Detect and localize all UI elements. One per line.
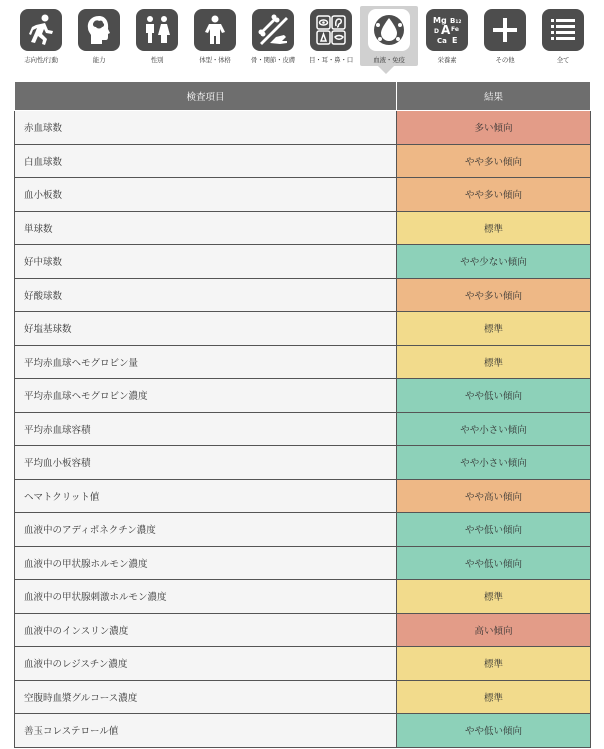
- table-row: [15, 245, 591, 279]
- table-row: [15, 479, 591, 513]
- table-row: [15, 546, 591, 580]
- nutrient-glyph-ca: Ca: [437, 37, 447, 45]
- man-woman-icon: [136, 9, 178, 51]
- tab-label: 全て: [556, 56, 570, 64]
- test-item-name: ヘマトクリット値: [15, 479, 397, 513]
- table-row: [15, 613, 591, 647]
- table-row: [15, 312, 591, 346]
- test-result: やや低い傾向: [397, 714, 591, 748]
- test-item-name: 赤血球数: [15, 111, 397, 145]
- test-result: やや低い傾向: [397, 546, 591, 580]
- test-result: 標準: [397, 580, 591, 614]
- test-item-name: 単球数: [15, 211, 397, 245]
- tab-other[interactable]: [476, 6, 534, 64]
- table-row: [15, 446, 591, 480]
- tab-label: 目・耳・鼻・口: [308, 56, 354, 64]
- bone-joint-skin-icon: [252, 9, 294, 51]
- test-result: やや多い傾向: [397, 178, 591, 212]
- tab-label: 志向性/行動: [24, 56, 58, 64]
- tab-label: 性別: [150, 56, 164, 64]
- header-result: 結果: [397, 82, 591, 111]
- test-result: 高い傾向: [397, 613, 591, 647]
- table-row: [15, 211, 591, 245]
- test-result: やや低い傾向: [397, 379, 591, 413]
- nutrient-glyph-d: D: [434, 28, 439, 35]
- table-row: [15, 111, 591, 145]
- tab-ability[interactable]: [70, 6, 128, 64]
- tab-eye-ear-nose-mouth[interactable]: [302, 6, 360, 64]
- tab-label: 骨・関節・皮膚: [250, 56, 296, 64]
- table-row: [15, 278, 591, 312]
- table-row: [15, 580, 591, 614]
- test-item-name: 好酸球数: [15, 278, 397, 312]
- tab-body-type[interactable]: [186, 6, 244, 64]
- test-result: やや多い傾向: [397, 144, 591, 178]
- test-item-name: 血液中のアディポネクチン濃度: [15, 513, 397, 547]
- test-item-name: 白血球数: [15, 144, 397, 178]
- table-row: [15, 412, 591, 446]
- table-row: [15, 178, 591, 212]
- test-item-name: 血液中の甲状腺ホルモン濃度: [15, 546, 397, 580]
- table-row: [15, 513, 591, 547]
- test-result: 標準: [397, 211, 591, 245]
- tab-gender[interactable]: [128, 6, 186, 64]
- tab-blood-immunity[interactable]: [360, 6, 418, 66]
- test-item-name: 血液中のインスリン濃度: [15, 613, 397, 647]
- brain-head-icon: [78, 9, 120, 51]
- tab-label: その他: [495, 56, 515, 64]
- header-item: 検査項目: [15, 82, 397, 111]
- eye-ear-nose-mouth-icon: [310, 9, 352, 51]
- nutrients-icon: [426, 9, 468, 51]
- body-figure-icon: [194, 9, 236, 51]
- tab-behavior[interactable]: [12, 6, 70, 64]
- test-result: やや小さい傾向: [397, 446, 591, 480]
- table-row: [15, 647, 591, 681]
- test-item-name: 平均赤血球容積: [15, 412, 397, 446]
- tab-label: 体型・体格: [199, 56, 231, 64]
- table-row: [15, 345, 591, 379]
- test-item-name: 好中球数: [15, 245, 397, 279]
- test-result: 標準: [397, 345, 591, 379]
- test-result: 標準: [397, 680, 591, 714]
- table-row: [15, 144, 591, 178]
- test-item-name: 好塩基球数: [15, 312, 397, 346]
- test-item-name: 平均血小板容積: [15, 446, 397, 480]
- test-item-name: 平均赤血球ヘモグロビン量: [15, 345, 397, 379]
- tab-label: 血液・免疫: [373, 56, 405, 64]
- test-result: 標準: [397, 647, 591, 681]
- tab-bone-joint-skin[interactable]: [244, 6, 302, 64]
- test-item-name: 善玉コレステロール値: [15, 714, 397, 748]
- nutrient-glyph-mg: Mg: [433, 16, 447, 25]
- nutrient-glyph-fe: Fe: [451, 26, 459, 33]
- blood-drop-icon: [368, 9, 410, 51]
- test-item-name: 血小板数: [15, 178, 397, 212]
- test-item-name: 空腹時血漿グルコース濃度: [15, 680, 397, 714]
- tab-label: 栄養素: [437, 56, 457, 64]
- table-row: [15, 379, 591, 413]
- test-item-name: 平均赤血球ヘモグロビン濃度: [15, 379, 397, 413]
- table-header-row: [15, 82, 591, 111]
- test-result: やや少ない傾向: [397, 245, 591, 279]
- list-icon: [542, 9, 584, 51]
- tab-label: 能力: [92, 56, 106, 64]
- test-result: やや低い傾向: [397, 513, 591, 547]
- test-result: やや多い傾向: [397, 278, 591, 312]
- test-result: やや高い傾向: [397, 479, 591, 513]
- tab-all[interactable]: [534, 6, 592, 64]
- table-row: [15, 714, 591, 748]
- test-result: 標準: [397, 312, 591, 346]
- tab-nutrients[interactable]: [418, 6, 476, 64]
- plus-icon: [484, 9, 526, 51]
- test-item-name: 血液中のレジスチン濃度: [15, 647, 397, 681]
- nutrient-glyph-e: E: [452, 36, 458, 45]
- test-result: 多い傾向: [397, 111, 591, 145]
- category-tabs: [0, 0, 604, 78]
- table-row: [15, 680, 591, 714]
- running-person-icon: [20, 9, 62, 51]
- results-table: [14, 81, 591, 748]
- test-item-name: 血液中の甲状腺刺激ホルモン濃度: [15, 580, 397, 614]
- nutrient-glyph-a: A: [441, 23, 451, 37]
- test-result: やや小さい傾向: [397, 412, 591, 446]
- active-tab-pointer: [378, 66, 394, 74]
- nutrient-glyph-b12: B₁₂: [450, 17, 462, 25]
